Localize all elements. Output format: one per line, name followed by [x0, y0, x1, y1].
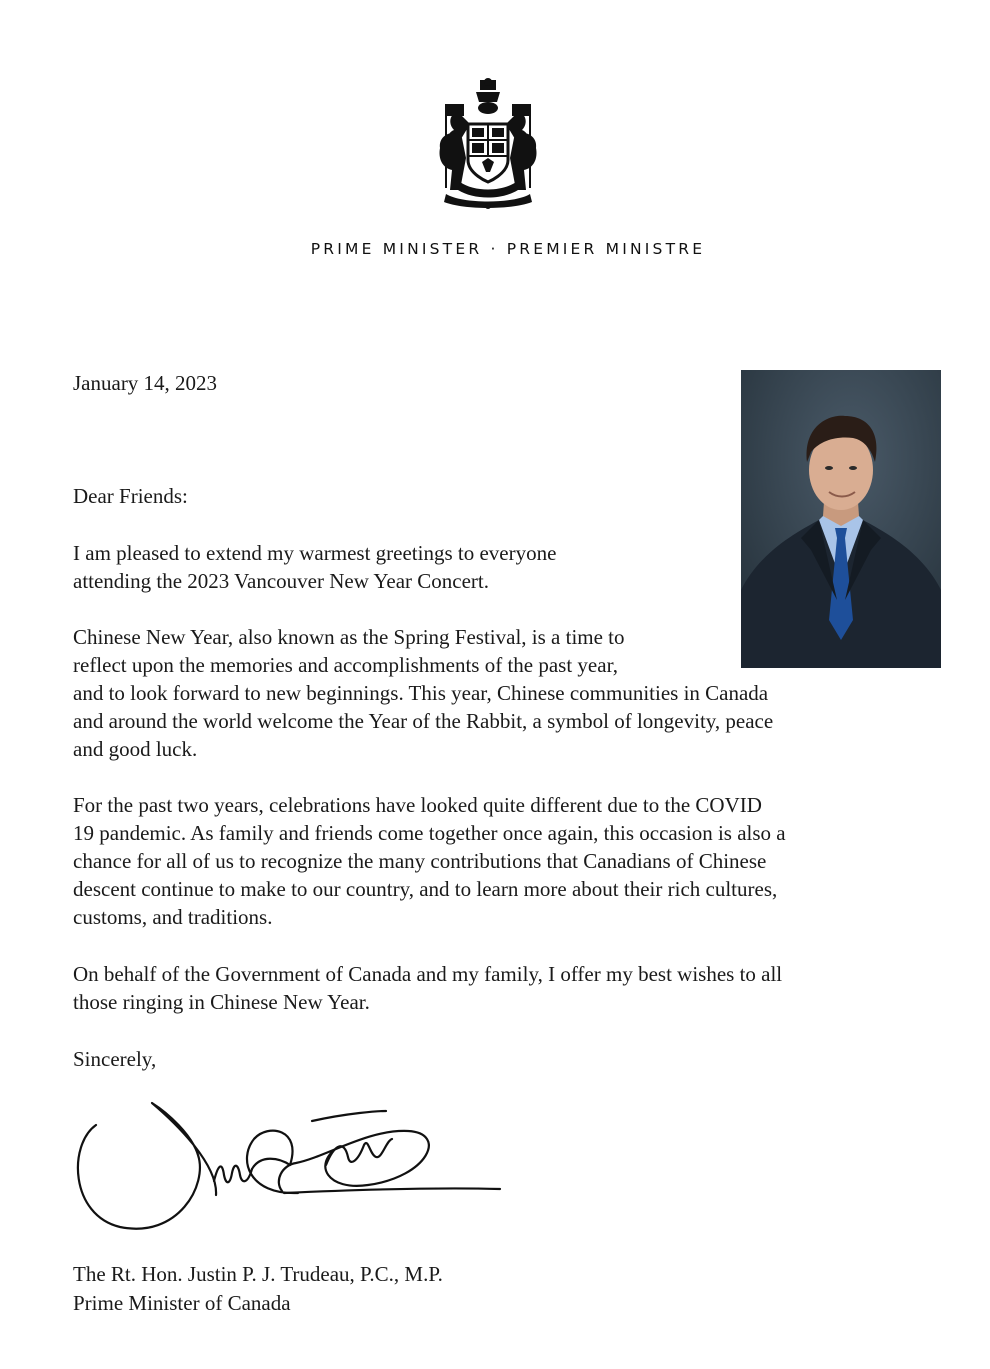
- paragraph-line: reflect upon the memories and accomplishments of the past year,: [73, 653, 618, 677]
- paragraph-line: descent continue to make to our country, and to learn more about their rich cultures,: [73, 877, 778, 901]
- paragraph-line: 19 pandemic. As family and friends come together once again, this occasion is also a: [73, 821, 786, 845]
- paragraph-4: [73, 960, 782, 1016]
- signatory-title: Prime Minister of Canada: [73, 1291, 291, 1315]
- paragraph-line: Chinese New Year, also known as the Spring Festival, is a time to: [73, 625, 625, 649]
- paragraph-line: and to look forward to new beginnings. This year, Chinese communities in Canada: [73, 681, 769, 705]
- letter-date: January 14, 2023: [73, 371, 218, 395]
- salutation: Dear Friends:: [73, 484, 188, 508]
- closing: Sincerely,: [73, 1047, 157, 1071]
- paragraph-line: those ringing in Chinese New Year.: [73, 990, 370, 1014]
- paragraph-line: customs, and traditions.: [73, 905, 273, 929]
- paragraph-line: I am pleased to extend my warmest greetings to everyone: [73, 541, 557, 565]
- letterhead-title: PRIME MINISTER · PREMIER MINISTRE: [310, 240, 706, 258]
- paragraph-1: [73, 539, 556, 595]
- paragraph-2: [73, 623, 773, 763]
- paragraph-line: chance for all of us to recognize the many contributions that Canadians of Chinese: [73, 849, 767, 873]
- signatory-name: The Rt. Hon. Justin P. J. Trudeau, P.C., M.P.: [73, 1262, 443, 1286]
- paragraph-line: On behalf of the Government of Canada and my family, I offer my best wishes to all: [73, 962, 783, 986]
- coat-of-arms-icon: [432, 78, 544, 210]
- signature: [68, 1095, 508, 1235]
- paragraph-3: [73, 791, 786, 931]
- paragraph-line: attending the 2023 Vancouver New Year Concert.: [73, 569, 490, 593]
- paragraph-line: and good luck.: [73, 737, 198, 761]
- paragraph-line: and around the world welcome the Year of the Rabbit, a symbol of longevity, peace: [73, 709, 774, 733]
- paragraph-line: For the past two years, celebrations have looked quite different due to the COVID: [73, 793, 762, 817]
